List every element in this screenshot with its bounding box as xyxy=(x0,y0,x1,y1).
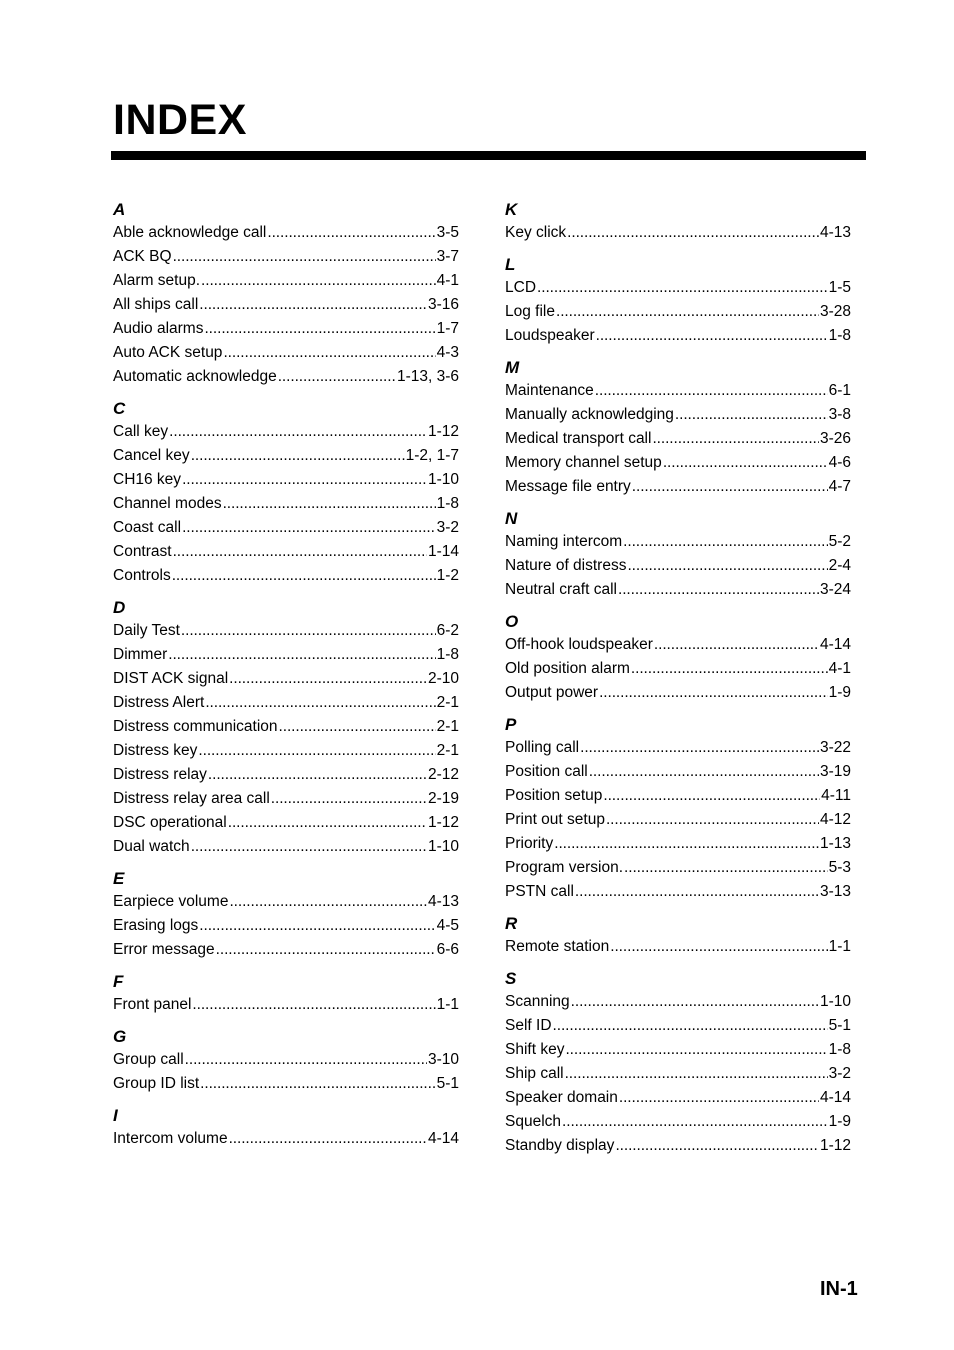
index-entry xyxy=(113,420,459,444)
index-page-ref: 1-12 xyxy=(427,423,459,440)
section-letter: K xyxy=(505,200,518,219)
dot-leader xyxy=(168,643,435,667)
dot-leader xyxy=(173,245,436,269)
index-entry xyxy=(505,1062,851,1086)
section-letter: O xyxy=(505,612,519,631)
index-term: Group call xyxy=(113,1051,184,1068)
page-number: IN-1 xyxy=(820,1278,858,1300)
index-entry xyxy=(113,516,459,540)
dot-leader xyxy=(200,1072,435,1096)
index-page-ref: 2-4 xyxy=(828,557,851,574)
index-page-ref: 1-8 xyxy=(436,495,459,512)
index-page-ref: 1-13 xyxy=(819,835,851,852)
index-page-ref: 2-12 xyxy=(427,766,459,783)
index-entry xyxy=(113,835,459,859)
index-page-ref: 3-5 xyxy=(436,224,459,241)
index-section-k xyxy=(505,199,851,245)
index-page-ref: 3-26 xyxy=(819,430,851,447)
dot-leader xyxy=(271,787,427,811)
dot-leader xyxy=(191,835,427,859)
index-section-o xyxy=(505,611,851,705)
index-entry xyxy=(113,715,459,739)
page-title: INDEX xyxy=(113,96,247,144)
index-page-ref: 3-22 xyxy=(819,739,851,756)
index-entry xyxy=(113,619,459,643)
index-entry xyxy=(113,468,459,492)
index-page-ref: 4-6 xyxy=(828,454,851,471)
index-page-ref: 1-12 xyxy=(819,1137,851,1154)
dot-leader xyxy=(208,763,427,787)
index-entry xyxy=(113,787,459,811)
dot-leader xyxy=(589,760,819,784)
index-term: Channel modes xyxy=(113,495,222,512)
index-page-ref: 4-7 xyxy=(828,478,851,495)
index-page-ref: 5-1 xyxy=(828,1017,851,1034)
index-page-ref: 1-5 xyxy=(828,279,851,296)
index-term: Log file xyxy=(505,303,555,320)
index-page-ref: 2-10 xyxy=(427,670,459,687)
index-term: Priority xyxy=(505,835,554,852)
index-term: Call key xyxy=(113,423,169,440)
dot-leader xyxy=(173,540,427,564)
section-letter: I xyxy=(113,1106,118,1125)
index-page-ref: 1-8 xyxy=(828,327,851,344)
section-letter: E xyxy=(113,869,125,888)
index-page-ref: 1-8 xyxy=(828,1041,851,1058)
index-term: Scanning xyxy=(505,993,570,1010)
index-term: Alarm setup. xyxy=(113,272,201,289)
index-term: Naming intercom xyxy=(505,533,623,550)
section-letter: A xyxy=(113,200,126,219)
index-entry xyxy=(505,530,851,554)
dot-leader xyxy=(556,300,819,324)
dot-leader xyxy=(652,427,819,451)
index-page-ref: 4-1 xyxy=(828,660,851,677)
dot-leader xyxy=(615,1134,819,1158)
section-letter: L xyxy=(505,255,516,274)
dot-leader xyxy=(278,365,396,389)
index-page-ref: 5-2 xyxy=(828,533,851,550)
index-entry xyxy=(113,739,459,763)
dot-leader xyxy=(223,341,435,365)
index-entry xyxy=(113,564,459,588)
index-entry xyxy=(113,667,459,691)
index-term: Print out setup xyxy=(505,811,605,828)
index-entry xyxy=(113,317,459,341)
index-entry xyxy=(113,643,459,667)
dot-leader xyxy=(229,890,427,914)
index-section-g xyxy=(113,1026,459,1096)
index-term: Front panel xyxy=(113,996,192,1013)
index-page-ref: 3-2 xyxy=(828,1065,851,1082)
index-term: Dual watch xyxy=(113,838,190,855)
index-term: Squelch xyxy=(505,1113,562,1130)
index-entry xyxy=(505,681,851,705)
dot-leader xyxy=(228,811,427,835)
index-page-ref: 4-13 xyxy=(819,224,851,241)
index-page-ref: 3-2 xyxy=(436,519,459,536)
index-page-ref: 1-8 xyxy=(436,646,459,663)
index-entry xyxy=(505,1014,851,1038)
index-page-ref: 1-10 xyxy=(819,993,851,1010)
dot-leader xyxy=(618,578,819,602)
index-entry xyxy=(505,379,851,403)
index-entry xyxy=(505,324,851,348)
index-entry xyxy=(505,990,851,1014)
index-entry xyxy=(113,993,459,1017)
dot-leader xyxy=(216,938,436,962)
dot-leader xyxy=(627,554,827,578)
index-entry xyxy=(505,935,851,959)
index-term: Distress relay area call xyxy=(113,790,270,807)
index-entry xyxy=(113,269,459,293)
index-entry xyxy=(505,451,851,475)
index-entry xyxy=(505,475,851,499)
index-term: Old position alarm xyxy=(505,660,630,677)
index-section-l xyxy=(505,254,851,348)
section-letter: M xyxy=(505,358,520,377)
index-page-ref: 3-13 xyxy=(819,883,851,900)
index-page-ref: 5-1 xyxy=(436,1075,459,1092)
index-term: Medical transport call xyxy=(505,430,652,447)
title-rule xyxy=(111,151,866,160)
dot-leader xyxy=(192,993,435,1017)
index-entry xyxy=(113,1072,459,1096)
index-term: Speaker domain xyxy=(505,1089,618,1106)
index-page-ref: 4-5 xyxy=(436,917,459,934)
index-entry xyxy=(113,293,459,317)
index-page-ref: 3-7 xyxy=(436,248,459,265)
index-entry xyxy=(113,691,459,715)
index-entry xyxy=(113,540,459,564)
dot-leader xyxy=(198,739,435,763)
index-term: Earpiece volume xyxy=(113,893,229,910)
index-term: Off-hook loudspeaker xyxy=(505,636,653,653)
index-page-ref: 3-8 xyxy=(828,406,851,423)
index-entry xyxy=(113,1048,459,1072)
index-page-ref: 1-12 xyxy=(427,814,459,831)
index-term: DSC operational xyxy=(113,814,227,831)
dot-leader xyxy=(172,564,436,588)
dot-leader xyxy=(182,468,427,492)
index-entry xyxy=(505,300,851,324)
index-term: Error message xyxy=(113,941,215,958)
index-term: Able acknowledge call xyxy=(113,224,267,241)
dot-leader xyxy=(599,681,828,705)
index-term: Nature of distress xyxy=(505,557,627,574)
index-entry xyxy=(505,221,851,245)
index-entry xyxy=(505,554,851,578)
index-page-ref: 1-2, 1-7 xyxy=(405,447,459,464)
dot-leader xyxy=(229,1127,427,1151)
dot-leader xyxy=(623,530,827,554)
section-letter: D xyxy=(113,598,126,617)
index-term: Shift key xyxy=(505,1041,565,1058)
section-letter: C xyxy=(113,399,126,418)
index-term: Output power xyxy=(505,684,599,701)
dot-leader xyxy=(663,451,828,475)
dot-leader xyxy=(675,403,828,427)
index-term: PSTN call xyxy=(505,883,574,900)
dot-leader xyxy=(632,475,828,499)
index-page-ref: 3-24 xyxy=(819,581,851,598)
dot-leader xyxy=(571,990,819,1014)
dot-leader xyxy=(610,935,827,959)
dot-leader xyxy=(567,221,819,245)
section-letter: G xyxy=(113,1027,127,1046)
index-term: Auto ACK setup xyxy=(113,344,223,361)
dot-leader xyxy=(229,667,427,691)
index-page-ref: 3-10 xyxy=(427,1051,459,1068)
index-page-ref: 4-14 xyxy=(819,1089,851,1106)
index-section-n xyxy=(505,508,851,602)
index-section-d xyxy=(113,597,459,859)
index-entry xyxy=(505,736,851,760)
index-page-ref: 2-1 xyxy=(436,742,459,759)
index-entry xyxy=(113,245,459,269)
section-letter: F xyxy=(113,972,124,991)
index-term: Ship call xyxy=(505,1065,564,1082)
dot-leader xyxy=(279,715,436,739)
index-term: Erasing logs xyxy=(113,917,199,934)
index-entry xyxy=(113,444,459,468)
index-page-ref: 4-14 xyxy=(819,636,851,653)
index-page-ref: 2-19 xyxy=(427,790,459,807)
index-page-ref: 1-1 xyxy=(828,938,851,955)
index-section-p xyxy=(505,714,851,904)
index-entry xyxy=(505,1134,851,1158)
index-term: CH16 key xyxy=(113,471,182,488)
dot-leader xyxy=(223,492,436,516)
index-entry xyxy=(505,832,851,856)
index-term: Distress communication xyxy=(113,718,278,735)
index-page-ref: 4-13 xyxy=(427,893,459,910)
index-entry xyxy=(113,914,459,938)
index-page-ref: 1-9 xyxy=(828,1113,851,1130)
index-term: LCD xyxy=(505,279,537,296)
index-entry xyxy=(505,1086,851,1110)
index-page-ref: 1-10 xyxy=(427,471,459,488)
index-term: Polling call xyxy=(505,739,580,756)
index-section-c xyxy=(113,398,459,588)
index-term: Position call xyxy=(505,763,588,780)
dot-leader xyxy=(619,1086,819,1110)
index-column-right xyxy=(505,199,851,1167)
index-term: Key click xyxy=(505,224,567,241)
index-term: Self ID xyxy=(505,1017,552,1034)
dot-leader xyxy=(654,633,819,657)
index-term: Position setup xyxy=(505,787,603,804)
dot-leader xyxy=(182,516,436,540)
index-page-ref: 2-1 xyxy=(436,694,459,711)
index-entry xyxy=(505,276,851,300)
index-page-ref: 6-1 xyxy=(828,382,851,399)
index-term: Program version. xyxy=(505,859,624,876)
index-term: Contrast xyxy=(113,543,172,560)
section-letter: P xyxy=(505,715,517,734)
index-entry xyxy=(113,811,459,835)
dot-leader xyxy=(554,832,819,856)
index-section-e xyxy=(113,868,459,962)
index-term: Remote station xyxy=(505,938,610,955)
index-entry xyxy=(505,880,851,904)
dot-leader xyxy=(199,293,427,317)
index-term: DIST ACK signal xyxy=(113,670,229,687)
index-entry xyxy=(113,1127,459,1151)
dot-leader xyxy=(205,691,435,715)
index-page-ref: 3-19 xyxy=(819,763,851,780)
index-entry xyxy=(113,221,459,245)
dot-leader xyxy=(562,1110,828,1134)
index-entry xyxy=(505,578,851,602)
dot-leader xyxy=(185,1048,427,1072)
index-page-ref: 1-10 xyxy=(427,838,459,855)
index-term: Daily Test xyxy=(113,622,180,639)
index-page-ref: 4-12 xyxy=(819,811,851,828)
index-page-ref: 1-14 xyxy=(427,543,459,560)
dot-leader xyxy=(575,880,819,904)
dot-leader xyxy=(267,221,435,245)
dot-leader xyxy=(565,1062,828,1086)
index-term: All ships call xyxy=(113,296,199,313)
index-page-ref: 6-6 xyxy=(436,941,459,958)
dot-leader xyxy=(596,324,828,348)
index-page-ref: 4-11 xyxy=(821,787,851,804)
dot-leader xyxy=(624,856,828,880)
index-term: Intercom volume xyxy=(113,1130,228,1147)
index-entry xyxy=(113,763,459,787)
index-entry xyxy=(113,938,459,962)
dot-leader xyxy=(631,657,828,681)
index-entry xyxy=(505,808,851,832)
index-entry xyxy=(505,760,851,784)
dot-leader xyxy=(201,269,436,293)
index-page-ref: 6-2 xyxy=(436,622,459,639)
index-entry xyxy=(505,403,851,427)
index-term: Loudspeaker xyxy=(505,327,595,344)
index-term: Message file entry xyxy=(505,478,631,495)
index-page-ref: 5-3 xyxy=(828,859,851,876)
index-section-f xyxy=(113,971,459,1017)
index-term: Distress relay xyxy=(113,766,207,783)
index-term: Manually acknowledging xyxy=(505,406,674,423)
index-entry xyxy=(113,341,459,365)
index-term: Memory channel setup xyxy=(505,454,662,471)
section-letter: S xyxy=(505,969,517,988)
index-page-ref: 2-1 xyxy=(436,718,459,735)
index-term: Audio alarms xyxy=(113,320,204,337)
dot-leader xyxy=(603,784,820,808)
index-page-ref: 4-1 xyxy=(436,272,459,289)
index-term: Cancel key xyxy=(113,447,190,464)
index-entry xyxy=(113,365,459,389)
index-section-i xyxy=(113,1105,459,1151)
index-page-ref: 1-1 xyxy=(436,996,459,1013)
index-term: Controls xyxy=(113,567,171,584)
dot-leader xyxy=(553,1014,828,1038)
index-entry xyxy=(505,427,851,451)
section-letter: N xyxy=(505,509,518,528)
dot-leader xyxy=(181,619,436,643)
dot-leader xyxy=(580,736,819,760)
index-term: Neutral craft call xyxy=(505,581,617,598)
dot-leader xyxy=(191,444,405,468)
index-section-r xyxy=(505,913,851,959)
index-page-ref: 4-14 xyxy=(427,1130,459,1147)
dot-leader xyxy=(199,914,435,938)
index-term: ACK BQ xyxy=(113,248,172,265)
index-term: Dimmer xyxy=(113,646,168,663)
index-entry xyxy=(505,784,851,808)
index-page-ref: 3-16 xyxy=(427,296,459,313)
index-page-ref: 1-7 xyxy=(436,320,459,337)
index-entry xyxy=(505,1038,851,1062)
index-entry xyxy=(505,657,851,681)
index-term: Distress Alert xyxy=(113,694,205,711)
index-term: Standby display xyxy=(505,1137,615,1154)
dot-leader xyxy=(606,808,819,832)
index-term: Group ID list xyxy=(113,1075,200,1092)
index-entry xyxy=(113,492,459,516)
index-page-ref: 1-9 xyxy=(828,684,851,701)
dot-leader xyxy=(169,420,427,444)
dot-leader xyxy=(204,317,435,341)
index-page-ref: 1-13, 3-6 xyxy=(396,368,459,385)
index-term: Maintenance xyxy=(505,382,594,399)
index-term: Distress key xyxy=(113,742,198,759)
index-section-s xyxy=(505,968,851,1158)
index-entry xyxy=(113,890,459,914)
section-letter: R xyxy=(505,914,518,933)
index-column-left xyxy=(113,199,459,1160)
index-entry xyxy=(505,1110,851,1134)
index-entry xyxy=(505,856,851,880)
index-term: Automatic acknowledge xyxy=(113,368,277,385)
index-term: Coast call xyxy=(113,519,182,536)
index-section-m xyxy=(505,357,851,499)
index-entry xyxy=(505,633,851,657)
dot-leader xyxy=(595,379,828,403)
index-page-ref: 3-28 xyxy=(819,303,851,320)
index-section-a xyxy=(113,199,459,389)
index-page-ref: 4-3 xyxy=(436,344,459,361)
index-page-ref: 1-2 xyxy=(436,567,459,584)
dot-leader xyxy=(565,1038,827,1062)
dot-leader xyxy=(537,276,828,300)
